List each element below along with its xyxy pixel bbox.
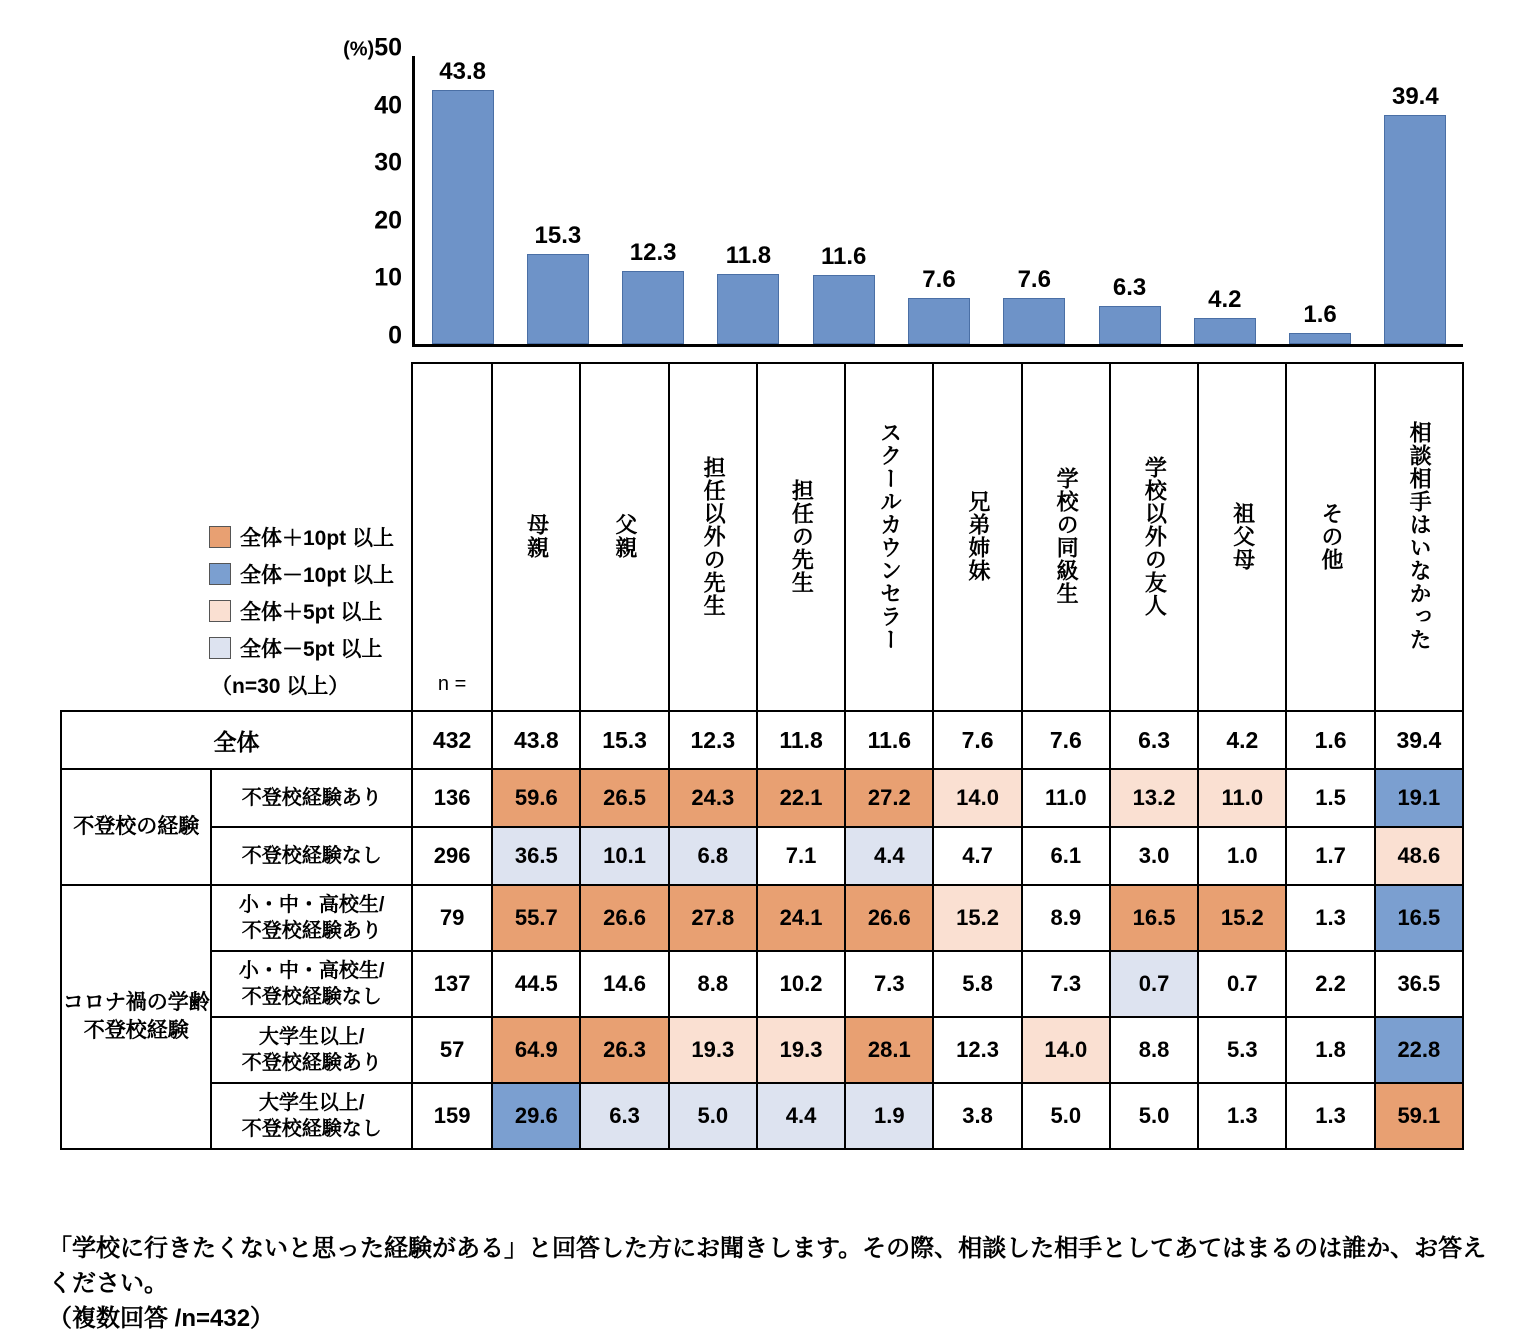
- data-cell: 11.0: [1022, 769, 1110, 827]
- data-cell: 4.4: [845, 827, 933, 885]
- legend-label: 全体＋10pt 以上: [240, 527, 395, 550]
- table-row: [61, 827, 1463, 885]
- footnote: [48, 1232, 1498, 1336]
- data-cell: 26.6: [580, 885, 668, 951]
- data-cell: 14.0: [933, 769, 1021, 827]
- bar-slot: [1368, 56, 1463, 344]
- data-cell: 24.3: [669, 769, 757, 827]
- row-n: 137: [412, 951, 492, 1017]
- data-cell: 15.2: [1198, 885, 1286, 951]
- data-table-wrap: [60, 362, 1464, 1150]
- bar-slot: [1177, 56, 1272, 344]
- data-cell: 22.1: [757, 769, 845, 827]
- data-cell: 11.6: [845, 711, 933, 769]
- row-label: 不登校経験あり: [211, 769, 412, 827]
- bar: [908, 298, 970, 344]
- data-cell: 11.8: [757, 711, 845, 769]
- row-n: 79: [412, 885, 492, 951]
- bar-slot: [1272, 56, 1367, 344]
- bar: [527, 254, 589, 344]
- data-cell: 3.8: [933, 1083, 1021, 1149]
- data-cell: 16.5: [1110, 885, 1198, 951]
- bar-slot: [891, 56, 986, 344]
- data-cell: 0.7: [1110, 951, 1198, 1017]
- data-cell: 12.3: [669, 711, 757, 769]
- data-cell: 1.8: [1286, 1017, 1374, 1083]
- bar-value-label: 11.6: [821, 243, 867, 271]
- data-cell: 1.9: [845, 1083, 933, 1149]
- data-cell: 1.3: [1286, 1083, 1374, 1149]
- data-cell: 3.0: [1110, 827, 1198, 885]
- data-cell: 1.3: [1198, 1083, 1286, 1149]
- row-label: 大学生以上/ 不登校経験なし: [211, 1083, 412, 1149]
- column-header-label: 学校の同級生: [1054, 467, 1080, 606]
- data-cell: 10.1: [580, 827, 668, 885]
- legend-note: （n=30 以上）: [211, 675, 350, 698]
- data-cell: 0.7: [1198, 951, 1286, 1017]
- data-cell: 26.6: [845, 885, 933, 951]
- data-cell: 6.1: [1022, 827, 1110, 885]
- data-cell: 1.0: [1198, 827, 1286, 885]
- column-header-label: 祖父母: [1230, 501, 1256, 571]
- data-cell: 19.3: [757, 1017, 845, 1083]
- legend-item: [209, 522, 394, 552]
- column-header-label: 担任の先生: [789, 478, 815, 594]
- row-label: 全体: [61, 711, 412, 769]
- data-cell: 24.1: [757, 885, 845, 951]
- column-header-label: 兄弟姉妹: [965, 490, 991, 583]
- bar: [622, 271, 684, 344]
- y-tick-label: 40: [374, 91, 402, 120]
- column-header-label: 学校以外の友人: [1142, 455, 1168, 617]
- column-header: [1022, 363, 1110, 711]
- data-cell: 4.4: [757, 1083, 845, 1149]
- row-label: 小・中・高校生/ 不登校経験なし: [211, 951, 412, 1017]
- bar: [1003, 298, 1065, 344]
- y-tick-label: 0: [388, 321, 402, 350]
- data-cell: 11.0: [1198, 769, 1286, 827]
- column-header: [1375, 363, 1463, 711]
- bar: [1289, 333, 1351, 344]
- group-label: 不登校の経験: [61, 769, 211, 885]
- data-cell: 43.8: [492, 711, 580, 769]
- data-table: [60, 362, 1464, 1150]
- data-cell: 7.1: [757, 827, 845, 885]
- data-cell: 1.7: [1286, 827, 1374, 885]
- row-n: 159: [412, 1083, 492, 1149]
- column-header: [757, 363, 845, 711]
- column-header: [845, 363, 933, 711]
- plot-area: [412, 56, 1463, 347]
- bar-value-label: 15.3: [534, 221, 582, 249]
- data-cell: 1.3: [1286, 885, 1374, 951]
- bar: [717, 274, 779, 344]
- bar-slot: [415, 56, 510, 344]
- data-cell: 28.1: [845, 1017, 933, 1083]
- data-cell: 1.6: [1286, 711, 1374, 769]
- data-cell: 10.2: [757, 951, 845, 1017]
- data-cell: 16.5: [1375, 885, 1463, 951]
- data-cell: 26.5: [580, 769, 668, 827]
- data-cell: 5.0: [1110, 1083, 1198, 1149]
- bar-slot: [1082, 56, 1177, 344]
- data-cell: 39.4: [1375, 711, 1463, 769]
- row-n: 296: [412, 827, 492, 885]
- data-cell: 5.0: [669, 1083, 757, 1149]
- data-cell: 2.2: [1286, 951, 1374, 1017]
- bar-value-label: 4.2: [1208, 285, 1242, 313]
- table-row: [61, 1083, 1463, 1149]
- bar: [1384, 115, 1446, 344]
- data-cell: 14.0: [1022, 1017, 1110, 1083]
- table-row: [61, 769, 1463, 827]
- data-cell: 7.6: [1022, 711, 1110, 769]
- legend-swatch: [209, 600, 231, 622]
- data-cell: 44.5: [492, 951, 580, 1017]
- data-cell: 59.6: [492, 769, 580, 827]
- column-header-label: 担任以外の先生: [701, 455, 727, 617]
- bar-value-label: 7.6: [922, 266, 956, 294]
- bar-slot: [606, 56, 701, 344]
- n-header-inner: n =: [437, 673, 467, 695]
- data-cell: 4.7: [933, 827, 1021, 885]
- data-cell: 19.1: [1375, 769, 1463, 827]
- bar: [1099, 306, 1161, 344]
- table-header-row: [61, 363, 1463, 711]
- data-cell: 4.2: [1198, 711, 1286, 769]
- data-cell: 8.8: [1110, 1017, 1198, 1083]
- group-label: コロナ禍の学齢 不登校経験: [61, 885, 211, 1149]
- table-row: [61, 1017, 1463, 1083]
- row-label: 小・中・高校生/ 不登校経験あり: [211, 885, 412, 951]
- data-cell: 5.8: [933, 951, 1021, 1017]
- y-tick-label: 10: [374, 263, 402, 292]
- legend-list: [61, 359, 411, 704]
- data-cell: 8.8: [669, 951, 757, 1017]
- bar-slot: [796, 56, 891, 344]
- data-cell: 7.3: [845, 951, 933, 1017]
- data-cell: 27.2: [845, 769, 933, 827]
- column-header-label: 相談相手はいなかった: [1407, 421, 1433, 652]
- legend-swatch: [209, 637, 231, 659]
- data-cell: 12.3: [933, 1017, 1021, 1083]
- legend-swatch: [209, 563, 231, 585]
- data-cell: 6.3: [1110, 711, 1198, 769]
- column-header: [492, 363, 580, 711]
- bar-value-label: 6.3: [1112, 273, 1147, 301]
- data-cell: 5.0: [1022, 1083, 1110, 1149]
- row-label: 不登校経験なし: [211, 827, 412, 885]
- data-cell: 29.6: [492, 1083, 580, 1149]
- legend-label: 全体＋5pt 以上: [240, 601, 383, 624]
- legend-label: 全体－10pt 以上: [240, 564, 395, 587]
- legend-item: [209, 559, 394, 589]
- column-header: [1286, 363, 1374, 711]
- row-n: 136: [412, 769, 492, 827]
- data-cell: 15.2: [933, 885, 1021, 951]
- bar-value-label: 43.8: [439, 57, 486, 85]
- column-header: [1110, 363, 1198, 711]
- n-header: [412, 363, 492, 711]
- data-cell: 64.9: [492, 1017, 580, 1083]
- row-n: 432: [412, 711, 492, 769]
- data-cell: 15.3: [580, 711, 668, 769]
- y-tick-label: (%)50: [343, 33, 402, 62]
- bar: [432, 90, 494, 344]
- table-row: [61, 885, 1463, 951]
- bar-value-label: 11.8: [725, 242, 772, 270]
- data-cell: 22.8: [1375, 1017, 1463, 1083]
- table-row-total: [61, 711, 1463, 769]
- data-cell: 27.8: [669, 885, 757, 951]
- legend-item: [209, 596, 382, 626]
- data-cell: 59.1: [1375, 1083, 1463, 1149]
- data-cell: 6.8: [669, 827, 757, 885]
- footnote-line-2: （複数回答 /n=432）: [48, 1304, 275, 1332]
- row-n: 57: [412, 1017, 492, 1083]
- row-label: 大学生以上/ 不登校経験あり: [211, 1017, 412, 1083]
- data-cell: 6.3: [580, 1083, 668, 1149]
- column-header-label: スクールカウンセラー: [877, 421, 903, 652]
- column-header: [933, 363, 1021, 711]
- bar-slot: [510, 56, 605, 344]
- bar-value-label: 7.6: [1017, 266, 1051, 294]
- data-cell: 7.6: [933, 711, 1021, 769]
- footnote-line-1: 「学校に行きたくないと思った経験がある」と回答した方にお聞きします。その際、相談した相手としてあてはまるのは誰か、お答えください。: [48, 1235, 1487, 1297]
- table-row: [61, 951, 1463, 1017]
- data-cell: 55.7: [492, 885, 580, 951]
- column-header-label: 父親: [612, 513, 638, 560]
- bar: [1194, 318, 1256, 344]
- column-header-label: 母親: [524, 513, 550, 560]
- legend: [61, 363, 412, 711]
- data-cell: 26.3: [580, 1017, 668, 1083]
- column-header-label: その他: [1318, 501, 1344, 571]
- data-cell: 8.9: [1022, 885, 1110, 951]
- column-header: [1198, 363, 1286, 711]
- y-tick-label: 30: [374, 148, 402, 177]
- bar: [813, 275, 875, 344]
- legend-label: 全体－5pt 以上: [240, 638, 383, 661]
- legend-item: [209, 633, 382, 663]
- data-cell: 1.5: [1286, 769, 1374, 827]
- data-cell: 13.2: [1110, 769, 1198, 827]
- data-cell: 36.5: [492, 827, 580, 885]
- bar-value-label: 12.3: [629, 239, 677, 267]
- data-cell: 36.5: [1375, 951, 1463, 1017]
- column-header: [669, 363, 757, 711]
- bar-chart: [0, 0, 1524, 360]
- data-cell: 5.3: [1198, 1017, 1286, 1083]
- data-cell: 7.3: [1022, 951, 1110, 1017]
- data-cell: 14.6: [580, 951, 668, 1017]
- y-tick-label: 20: [374, 206, 402, 235]
- column-header: [580, 363, 668, 711]
- legend-swatch: [209, 526, 231, 548]
- bar-slot: [701, 56, 796, 344]
- data-cell: 48.6: [1375, 827, 1463, 885]
- y-axis: [330, 33, 410, 350]
- data-cell: 19.3: [669, 1017, 757, 1083]
- bar-slot: [987, 56, 1082, 344]
- bar-value-label: 1.6: [1303, 300, 1337, 328]
- bar-value-label: 39.4: [1391, 83, 1439, 111]
